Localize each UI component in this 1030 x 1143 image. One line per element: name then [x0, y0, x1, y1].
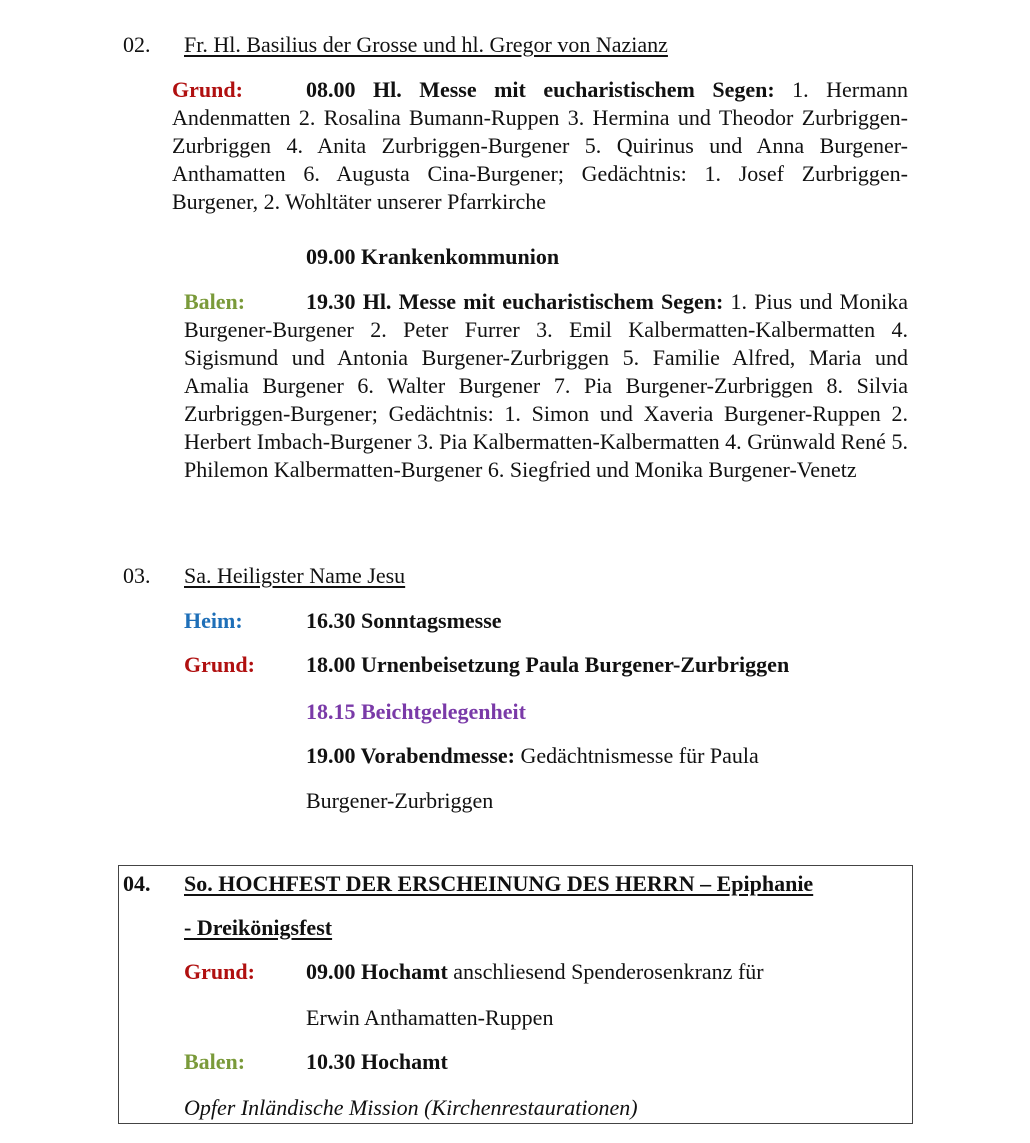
mass-intentions: 1. Pius und Monika Burgener-Burgener 2. Peter Furrer 3. Emil Kalbermatten-Kalbermatten 4. Sigismund und Antonia Burgener-Zurbriggen 5. Familie Alfred, Maria und Amalia Burgener 6. Walter Burgener 7. Pia Burgener-Zurbriggen 8. Silvia Zurbriggen-Burgener; Gedächtnis: 1. Simon und Xaveria Burgener-Ruppen 2. Herbert Imbach-Burgener 3. Pia Kalbermatten-Kalbermatten 4. Grünwald René 5. Philemon Kalbermatten-Burgener 6. Siegfried und Monika Burgener-Venetz	[184, 289, 908, 482]
location-label-balen: Balen:	[184, 289, 246, 314]
mass-title: 19.30 Hl. Messe mit eucharistischem Segen:	[306, 289, 724, 314]
heim-mass: 16.30 Sonntagsmesse	[306, 608, 502, 633]
location-label-heim: Heim:	[184, 608, 243, 633]
mass-title: 19.00 Vorabendmesse:	[306, 743, 516, 768]
day-number: 02.	[123, 32, 151, 57]
day-03-heading	[123, 562, 405, 590]
day-02-heading	[123, 31, 668, 59]
mass-intention: Gedächtnismesse für Paula	[515, 743, 759, 768]
feast-day-box	[118, 865, 913, 1124]
urn-burial: 18.00 Urnenbeisetzung Paula Burgener-Zurbriggen	[306, 652, 790, 677]
day-number: 04.	[123, 871, 151, 896]
mass-note: anschliesend Spenderosenkranz für	[447, 959, 764, 984]
vorabendmesse	[306, 742, 759, 770]
mass-intention-cont: Burgener-Zurbriggen	[306, 788, 494, 813]
offering-note: Opfer Inländische Mission (Kirchenrestaurationen)	[184, 1095, 638, 1120]
day-title-cont: - Dreikönigsfest	[184, 915, 333, 940]
location-label-grund: Grund:	[184, 652, 255, 677]
day-number: 03.	[123, 563, 151, 588]
mass-intentions: 1. Hermann Andenmatten 2. Rosalina Bumann-Ruppen 3. Hermina und Theodor Zurbriggen-Zurbriggen 4. Anita Zurbriggen-Burgener 5. Quirinus und Anna Burgener-Anthamatten 6. Augusta Cina-Burgener; Gedächtnis: 1. Josef Zurbriggen-Burgener, 2. Wohltäter unserer Pfarrkirche	[172, 77, 909, 214]
krankenkommunion: 09.00 Krankenkommunion	[306, 244, 560, 269]
mass-title: 09.00 Hochamt	[306, 959, 448, 984]
grund-hochamt	[306, 958, 764, 986]
balen-hochamt: 10.30 Hochamt	[306, 1049, 448, 1074]
confession: 18.15 Beichtgelegenheit	[306, 699, 526, 724]
day-title: Fr. Hl. Basilius der Grosse und hl. Gregor von Nazianz	[184, 32, 668, 57]
location-label-balen: Balen:	[184, 1049, 246, 1074]
mass-note-cont: Erwin Anthamatten-Ruppen	[306, 1005, 554, 1030]
balen-mass-entry	[184, 288, 908, 484]
mass-title: 08.00 Hl. Messe mit eucharistischem Segen:	[306, 77, 775, 102]
day-title: Sa. Heiligster Name Jesu	[184, 563, 406, 588]
grund-mass-entry	[172, 76, 908, 216]
day-04-heading	[123, 870, 813, 898]
location-label-grund: Grund:	[172, 77, 243, 102]
location-label-grund: Grund:	[184, 959, 255, 984]
day-title: So. HOCHFEST DER ERSCHEINUNG DES HERRN – Epiphanie	[184, 871, 814, 896]
